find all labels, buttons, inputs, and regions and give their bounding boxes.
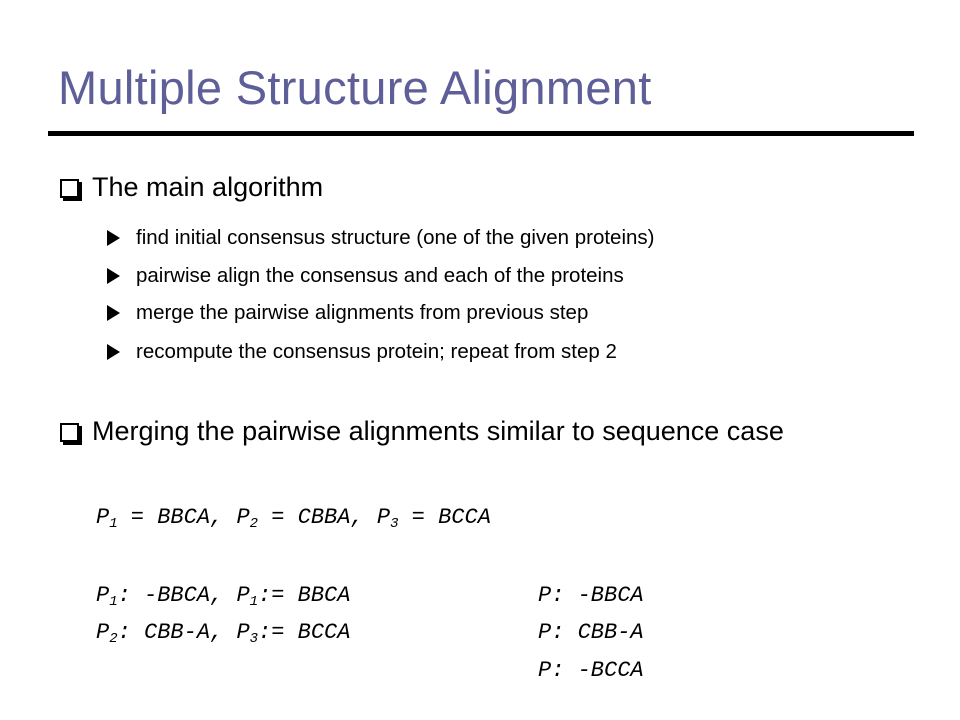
arrow-bullet-icon	[107, 230, 120, 246]
section-heading-text: Merging the pairwise alignments similar to sequence case	[92, 416, 784, 446]
arrow-bullet-icon	[107, 344, 120, 360]
title-rule	[48, 131, 914, 136]
merged-alignment-row: P: CBB-A	[538, 620, 644, 645]
example-proteins-line: $P_1$ = BBCA, $P_2$ = CBBA, $P_3$ = BCCA	[96, 505, 491, 532]
list-item	[107, 301, 588, 325]
merged-alignment-row: P: -BBCA	[538, 583, 644, 608]
slide-title: Multiple Structure Alignment	[58, 61, 652, 114]
section-heading-merging	[60, 416, 784, 447]
alignment-line-2: $P_2$: CBB-A, $P_3:=$ BCCA	[96, 620, 351, 647]
merged-alignment-row: P: -BCCA	[538, 658, 644, 683]
list-item	[107, 264, 624, 288]
step-text: recompute the consensus protein; repeat from step 2	[136, 340, 617, 363]
arrow-bullet-icon	[107, 268, 120, 284]
step-text: pairwise align the consensus and each of the proteins	[136, 264, 624, 287]
list-item	[107, 226, 654, 250]
section-heading-text: The main algorithm	[92, 172, 324, 202]
checkbox-bullet-icon	[60, 179, 79, 198]
step-text: merge the pairwise alignments from previous step	[136, 301, 589, 324]
arrow-bullet-icon	[107, 305, 120, 321]
step-text: find initial consensus structure (one of the given proteins)	[136, 226, 655, 249]
alignment-line-1: $P_1$: -BBCA, $P_1:=$ BBCA	[96, 583, 351, 610]
checkbox-bullet-icon	[60, 423, 79, 442]
list-item	[107, 340, 617, 364]
section-heading-main-algorithm	[60, 172, 323, 203]
